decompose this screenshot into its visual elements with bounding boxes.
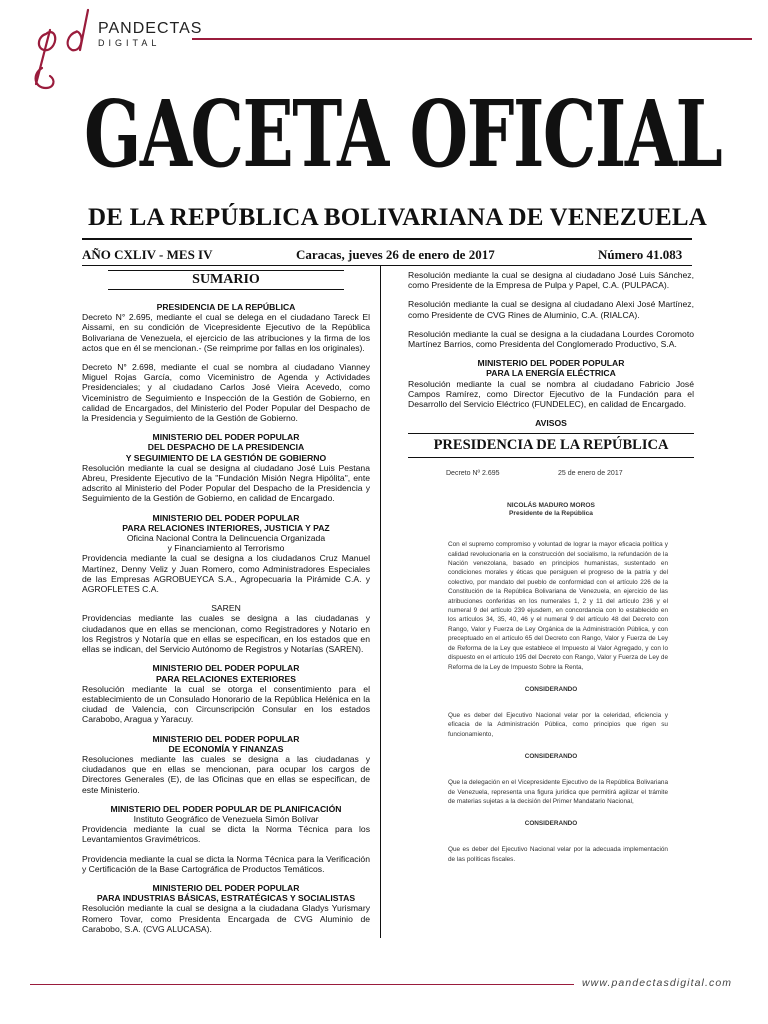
ministry-heading: MINISTERIO DEL PODER POPULAR (477, 358, 625, 369)
decree-number: Decreto Nº 2.695 (446, 470, 500, 478)
column-divider (380, 266, 381, 938)
decree-intro: Con el supremo compromiso y voluntad de lograr la mayor eficacia política y calidad revolucionaria en la construcción del socialismo, la refundación de la Nación venezolana, basado en principios humanistas, sustentado en condiciones morales y éticas que persiguen el progreso de la patria y del colectivo, por mandato del pueblo de conformidad con el artículo 226 de la Constitución de la República Bolivariana de Venezuela, en ejercicio de las atribuciones conferidas en los numerales 1, 2 y 11 del artículo 236 y el numeral 9 del artículo 239 ejusdem, en concordancia con lo establecido en los artículos 34, 35, 40, 46 y el numeral 9 del artículo 48 del Decreto con Rango, Valor y Fuerza de Ley Orgánica de la Administración Pública, y con preceptuado en el artículo 65 del Decreto con Rango, Valor y Fuerza de Ley de Reforma de la Ley que establece el Impuesto al Valor Agregado, y con lo dispuesto en el artículo 195 del Decreto con Rango, Valor y Fuerza de Ley de Reforma de la Ley de Impuesto Sobre la Renta, (448, 541, 668, 671)
summary-entry: Resoluciones mediante las cuales se designa a las ciudadanas y ciudadanos que en ellas se mencionan, para ocupar los cargos de Directores Generales (E), de las Oficinas que en ellas se especifican, de este Ministerio. (82, 753, 370, 795)
agency-subheading: y Financiamiento al Terrorismo (167, 543, 285, 554)
issue-year-month: AÑO CXLIV - MES IV (82, 247, 213, 262)
summary-block (82, 663, 370, 724)
ministry-heading: MINISTERIO DEL PODER POPULAR (152, 663, 300, 674)
brand-divider (192, 38, 752, 40)
ministry-heading: DEL DESPACHO DE LA PRESIDENCIA (147, 442, 305, 453)
agency-subheading: SAREN (211, 603, 241, 614)
gazette-subtitle: DE LA REPÚBLICA BOLIVARIANA DE VENEZUELA (88, 204, 708, 231)
summary-block (82, 302, 370, 423)
issue-number: Número 41.083 (598, 247, 683, 262)
considerando-text: Que la delegación en el Vicepresidente Ejecutivo de la República Bolivariana de Venezuela, representa una figura jurídica que permitirá agilizar el trámite de materias sujetas a la decisión del Primer Mandatario Nacional, (448, 779, 668, 805)
summary-entry: Decreto N° 2.698, mediante el cual se nombra al ciudadano Vianney Miguel Rojas García, como Viceministro de Agenda y Actividades Presidenciales; y al ciudadano Carlos José Vieira Acevedo, como Viceministro de Seguimiento e Inspección de la Gestión de Gobierno, en calidad de Encargados, del Ministerio del Poder Popular del Despacho de la Presidencia y Seguimiento de la Gestión de Gobierno. (82, 362, 370, 424)
gazette-title: GACETA OFICIAL (84, 80, 722, 188)
footer-website-link[interactable]: www.pandectasdigital.com (582, 977, 733, 989)
ministry-heading: MINISTERIO DEL PODER POPULAR (152, 512, 300, 523)
signer-role: Presidente de la República (509, 510, 593, 518)
avisos-heading: AVISOS (535, 418, 567, 429)
right-column (408, 270, 694, 878)
summary-block (82, 432, 370, 503)
ministry-heading: PARA LA ENERGÍA ELÉCTRICA (486, 368, 616, 379)
summary-block (82, 804, 370, 874)
summary-block (82, 513, 370, 595)
summary-title: SUMARIO (108, 270, 344, 290)
ministry-heading: PARA INDUSTRIAS BÁSICAS, ESTRATÉGICAS Y SOCIALISTAS (96, 893, 356, 904)
summary-block (408, 270, 694, 349)
ministry-heading: PRESIDENCIA DE LA REPÚBLICA (156, 302, 296, 312)
considerando-heading: CONSIDERANDO (524, 685, 578, 693)
ministry-heading: PARA RELACIONES INTERIORES, JUSTICIA Y PAZ (122, 522, 330, 533)
footer-divider (30, 984, 574, 985)
summary-block (408, 358, 694, 409)
summary-entry: Providencias mediante las cuales se designa a las ciudadanas y ciudadanos que en ellas se mencionan, como Registradores y Notario en los Registros y Notaría que en ellas se especifican, en los estados que en ellas se indican, del Servicio Autónomo de Registros y Notarías (SAREN). (82, 613, 370, 655)
ministry-heading: MINISTERIO DEL PODER POPULAR (152, 432, 300, 443)
ministry-heading: DE ECONOMÍA Y FINANZAS (168, 743, 284, 754)
ministry-heading: MINISTERIO DEL PODER POPULAR (152, 882, 300, 893)
signer-name: NICOLÁS MADURO MOROS (507, 502, 595, 510)
ministry-heading: Y SEGUIMIENTO DE LA GESTIÓN DE GOBIERNO (125, 452, 327, 463)
summary-block (82, 603, 370, 654)
masthead-rule-bottom (82, 265, 692, 266)
summary-block (82, 734, 370, 795)
ministry-heading: PARA RELACIONES EXTERIORES (156, 673, 296, 684)
summary-entry: Resolución mediante la cual se designa a la ciudadana Gladys Yurismary Romero Tovar, como Presidenta Encargada de CVG Aluminio de Carabobo, S.A. (CVG ALUCASA). (82, 903, 370, 934)
pandectas-logo (28, 4, 98, 92)
section-banner: PRESIDENCIA DE LA REPÚBLICA (408, 433, 694, 458)
issue-date: Caracas, jueves 26 de enero de 2017 (296, 247, 495, 262)
considerando-heading: CONSIDERANDO (524, 753, 578, 761)
considerando-text: Que es deber del Ejecutivo Nacional velar por la celeridad, eficiencia y eficacia de la Administración Pública, como principios que rigen su funcionamiento, (448, 711, 668, 738)
brand-name-top: PANDECTAS (98, 20, 203, 37)
ministry-heading: MINISTERIO DEL PODER POPULAR (152, 733, 300, 744)
summary-entry: Resolución mediante la cual se designa al ciudadano José Luis Pestana Abreu, Presidente Ejecutivo de la "Fundación Misión Negra Hipólita", ente adscrito al Ministerio del Poder Popular del Despacho de la Presidencia y Seguimiento de la Gestión de Gobierno, en calidad de Encargado. (82, 462, 370, 504)
decree-date: 25 de enero de 2017 (558, 470, 623, 478)
summary-entry: Providencia mediante la cual se dicta la Norma Técnica para los Levantamientos Gravimétricos. (82, 824, 370, 845)
summary-entry: Resolución mediante la cual se otorga el consentimiento para el establecimiento de un Consulado Honorario de la República Helénica en la ciudad de Valencia, con Circunscripción Consular en los estados Carabobo, Aragua y Yaracuy. (82, 683, 370, 725)
summary-entry: Providencia mediante la cual se dicta la Norma Técnica para la Verificación y Certificación de la Base Cartográfica de Productos Temáticos. (82, 853, 370, 874)
decree-header (408, 470, 694, 480)
summary-entry: Resolución mediante la cual se designa al ciudadano Alexi José Martínez, como Presidente de CVG Rines de Aluminio, C.A. (RIALCA). (408, 299, 694, 320)
considerando-heading: CONSIDERANDO (524, 820, 578, 828)
right-summary-blocks (408, 270, 694, 409)
summary-block (82, 883, 370, 934)
brand-name-bottom: DIGITAL (98, 38, 161, 48)
summary-entry: Resolución mediante la cual se designa al ciudadano José Luis Sánchez, como Presidente de la Empresa de Pulpa y Papel, C.A. (PULPACA). (408, 270, 694, 291)
summary-column (82, 270, 370, 943)
considerando-text: Que es deber del Ejecutivo Nacional velar por la adecuada implementación de las políticas fiscales. (448, 846, 668, 863)
summary-entry: Providencia mediante la cual se designa a los ciudadanos Cruz Manuel Martínez, Denny Veliz y Juan Romero, como Administradores Especiales de las Empresas AGROBUEYCA S.A., Agropecuaria la Pirámide C.A. y AGROFLETES C.A. (82, 553, 370, 595)
summary-entry: Resolución mediante la cual se nombra al ciudadano Fabricio José Campos Ramírez, como Director Ejecutivo de la Fundación para el Desarrollo del Servicio Eléctrico (FUNDELEC), en calidad de Encargado. (408, 378, 694, 410)
logo-monogram-text: pd (28, 4, 30, 5)
masthead-rule-top (82, 238, 692, 240)
agency-subheading: Instituto Geográfico de Venezuela Simón Bolívar (133, 813, 319, 824)
summary-entry: Resolución mediante la cual se designa a la ciudadana Lourdes Coromoto Martínez Barrios, como Presidenta del Conglomerado Productivo, S.A. (408, 328, 694, 350)
summary-entry: Decreto N° 2.695, mediante el cual se delega en el ciudadano Tareck El Aissami, en su condición de Vicepresidente Ejecutivo de la República Bolivariana de Venezuela, el ejercicio de las atribuciones y la firma de los actos que en él se mencionan.- (Se reimprime por fallas en los originales). (82, 312, 370, 353)
agency-subheading: Oficina Nacional Contra la Delincuencia Organizada (126, 533, 326, 544)
summary-blocks (82, 302, 370, 934)
ministry-heading: MINISTERIO DEL PODER POPULAR DE PLANIFICACIÓN (110, 803, 342, 814)
